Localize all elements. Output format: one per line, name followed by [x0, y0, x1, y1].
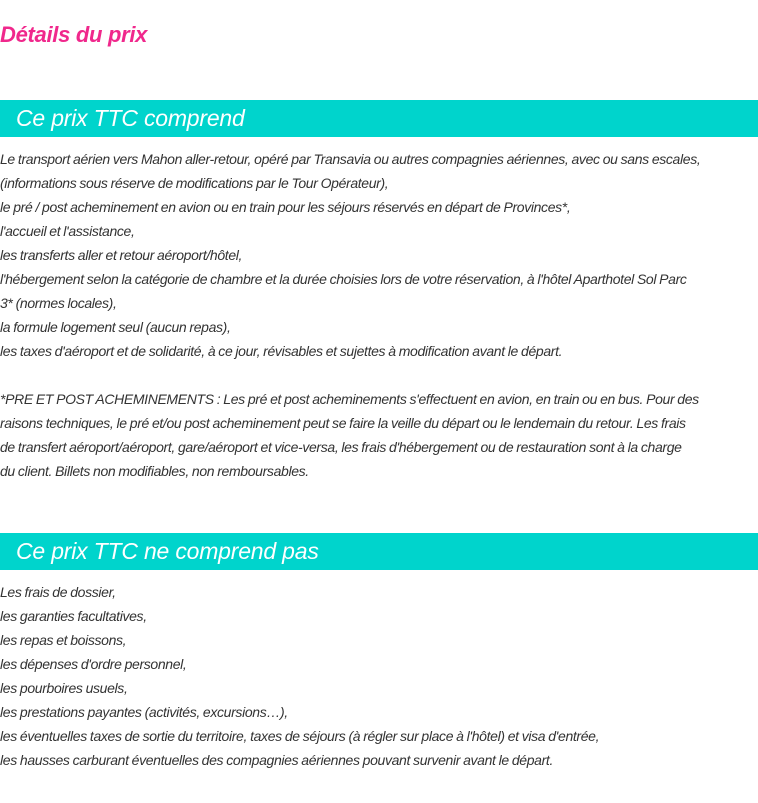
excluded-line: les pourboires usuels,	[0, 680, 128, 696]
included-line: les taxes d'aéroport et de solidarité, à ce jour, révisables et sujettes à modification avant le départ.	[0, 343, 563, 359]
included-line: (informations sous réserve de modifications par le Tour Opérateur),	[0, 175, 389, 191]
included-section-header: Ce prix TTC comprend	[0, 100, 758, 137]
included-line: les transferts aller et retour aéroport/hôtel,	[0, 247, 243, 263]
included-line: Le transport aérien vers Mahon aller-retour, opéré par Transavia ou autres compagnies aériennes, avec ou sans escales,	[0, 151, 701, 167]
transfer-note-line: raisons techniques, le pré et/ou post acheminement peut se faire la veille du départ ou le lendemain du retour. Les frais	[0, 415, 686, 431]
transfer-note	[0, 387, 758, 483]
included-line: l'accueil et l'assistance,	[0, 223, 135, 239]
excluded-line: les hausses carburant éventuelles des compagnies aériennes pouvant survenir avant le départ.	[0, 752, 553, 768]
transfer-note-line: *PRE ET POST ACHEMINEMENTS : Les pré et post acheminements s'effectuent en avion, en train ou en bus. Pour des	[0, 391, 699, 407]
excluded-line: les garanties facultatives,	[0, 608, 147, 624]
transfer-note-line: du client. Billets non modifiables, non remboursables.	[0, 463, 309, 479]
excluded-line: Les frais de dossier,	[0, 584, 116, 600]
page-title: Détails du prix	[0, 22, 148, 47]
excluded-line: les repas et boissons,	[0, 632, 127, 648]
included-line: la formule logement seul (aucun repas),	[0, 319, 231, 335]
included-items-list	[0, 147, 758, 363]
included-line: l'hébergement selon la catégorie de chambre et la durée choisies lors de votre réservation, à l'hôtel Aparthotel Sol Parc	[0, 271, 687, 287]
excluded-items-list	[0, 580, 758, 772]
included-line: 3* (normes locales),	[0, 295, 117, 311]
excluded-line: les éventuelles taxes de sortie du territoire, taxes de séjours (à régler sur place à l'hôtel) et visa d'entrée,	[0, 728, 600, 744]
excluded-line: les dépenses d'ordre personnel,	[0, 656, 187, 672]
transfer-note-line: de transfert aéroport/aéroport, gare/aéroport et vice-versa, les frais d'hébergement ou de restauration sont à la charge	[0, 439, 682, 455]
included-line: le pré / post acheminement en avion ou en train pour les séjours réservés en départ de Provinces*,	[0, 199, 571, 215]
excluded-section-header: Ce prix TTC ne comprend pas	[0, 533, 758, 570]
excluded-line: les prestations payantes (activités, excursions…),	[0, 704, 288, 720]
